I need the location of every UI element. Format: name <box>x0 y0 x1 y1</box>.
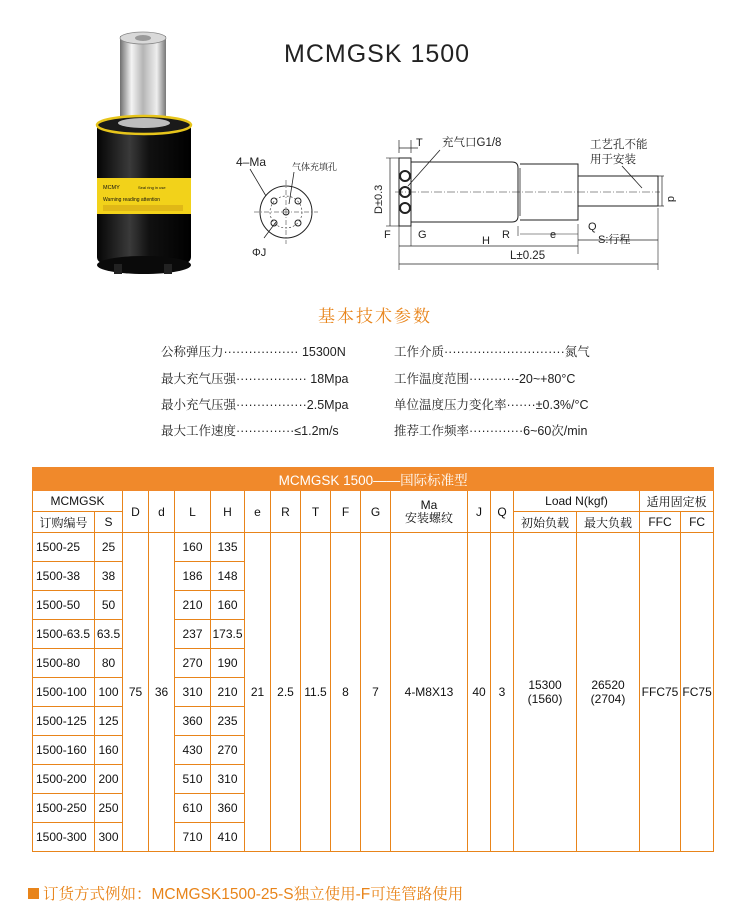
header-H: H <box>211 491 245 533</box>
cell-L: 510 <box>175 765 211 794</box>
param-row <box>161 369 349 387</box>
param-value: ≤1.2m/s <box>294 424 339 438</box>
cell-model: 1500-63.5 <box>33 620 95 649</box>
param-dots: ··········· <box>469 372 515 386</box>
init-load-n: 15300 <box>528 678 562 692</box>
order-note <box>28 882 463 904</box>
label-r: R <box>502 229 510 241</box>
param-label: 工作介质 <box>394 345 445 359</box>
cell-L: 610 <box>175 794 211 823</box>
header-ma-line2: 安装螺纹 <box>404 510 453 525</box>
label-t: T <box>416 137 423 149</box>
cell-H: 270 <box>211 736 245 765</box>
bullet-square-icon <box>28 888 39 899</box>
header-ma <box>391 491 468 533</box>
param-value: 15300N <box>301 345 346 359</box>
param-row <box>394 421 587 439</box>
cell-H: 148 <box>211 562 245 591</box>
param-value: 2.5Mpa <box>306 398 349 412</box>
cell-L: 710 <box>175 823 211 852</box>
cell-H: 310 <box>211 765 245 794</box>
spec-table <box>32 467 714 852</box>
cell-H: 173.5 <box>211 620 245 649</box>
cell-fc: FC75 <box>681 533 714 852</box>
label-l-dim: L±0.25 <box>510 250 546 262</box>
cell-H: 190 <box>211 649 245 678</box>
page-title: MCMGSK 1500 <box>284 40 471 68</box>
cell-model: 1500-160 <box>33 736 95 765</box>
header-ma-line1: Ma <box>420 497 438 512</box>
cell-s: 160 <box>95 736 123 765</box>
header-T: T <box>301 491 331 533</box>
table-row <box>33 533 714 562</box>
label-fill-hole: 气体充填孔 <box>292 162 338 172</box>
cell-L: 310 <box>175 678 211 707</box>
param-label: 最大充气压强 <box>161 372 237 386</box>
cell-max-load <box>577 533 640 852</box>
cell-s: 300 <box>95 823 123 852</box>
cell-L: 360 <box>175 707 211 736</box>
param-label: 最小充气压强 <box>161 398 237 412</box>
cell-e: 21 <box>245 533 271 852</box>
cell-s: 63.5 <box>95 620 123 649</box>
cell-s: 250 <box>95 794 123 823</box>
param-value: 18Mpa <box>310 372 349 386</box>
header-plate: 适用固定板 <box>640 491 714 512</box>
init-load-kgf: (1560) <box>527 692 563 706</box>
param-label: 推荐工作频率 <box>394 424 470 438</box>
cell-H: 360 <box>211 794 245 823</box>
cell-L: 430 <box>175 736 211 765</box>
header-G: G <box>361 491 391 533</box>
label-hole-2: 用于安装 <box>590 154 636 166</box>
max-load-n: 26520 <box>591 678 625 692</box>
cell-F: 8 <box>331 533 361 852</box>
cell-L: 186 <box>175 562 211 591</box>
cell-s: 100 <box>95 678 123 707</box>
param-dots: ················· <box>236 398 307 412</box>
cell-s: 200 <box>95 765 123 794</box>
cell-H: 210 <box>211 678 245 707</box>
header-Q: Q <box>491 491 514 533</box>
section-title: 基本技术参数 <box>318 307 432 326</box>
param-label: 单位温度压力变化率 <box>394 398 507 412</box>
cell-model: 1500-50 <box>33 591 95 620</box>
label-g: G <box>418 229 427 241</box>
param-dots: ············· <box>469 424 524 438</box>
param-row <box>161 342 346 360</box>
cell-H: 410 <box>211 823 245 852</box>
header-F: F <box>331 491 361 533</box>
header-L: L <box>175 491 211 533</box>
param-row <box>394 395 589 413</box>
cell-R: 2.5 <box>271 533 301 852</box>
param-dots: ······· <box>506 398 536 412</box>
cell-model: 1500-80 <box>33 649 95 678</box>
label-phi-j: ΦJ <box>252 247 267 259</box>
cell-L: 210 <box>175 591 211 620</box>
header-ffc: FFC <box>640 512 681 533</box>
label-d-dim: D±0.3 <box>373 184 385 214</box>
cell-d: 36 <box>149 533 175 852</box>
cell-G: 7 <box>361 533 391 852</box>
cell-L: 270 <box>175 649 211 678</box>
param-value: -20~+80°C <box>514 372 576 386</box>
cell-Q: 3 <box>491 533 514 852</box>
cell-model: 1500-250 <box>33 794 95 823</box>
label-brand: MCMY <box>103 185 120 191</box>
label-h: H <box>482 235 490 247</box>
param-dots: ····························· <box>444 345 565 359</box>
header-d: d <box>149 491 175 533</box>
product-photo <box>90 28 200 280</box>
cell-D: 75 <box>123 533 149 852</box>
param-label: 公称弹压力 <box>161 345 224 359</box>
header-D: D <box>123 491 149 533</box>
order-note-text: 订货方式例如：MCMGSK1500-25-S独立使用-F可连管路使用 <box>43 886 464 903</box>
header-model: MCMGSK <box>33 491 123 512</box>
param-row <box>394 342 590 360</box>
header-e: e <box>245 491 271 533</box>
cell-model: 1500-25 <box>33 533 95 562</box>
cell-init-load <box>514 533 577 852</box>
cell-s: 80 <box>95 649 123 678</box>
header-max: 最大负载 <box>577 512 640 533</box>
header-R: R <box>271 491 301 533</box>
header-J: J <box>468 491 491 533</box>
header-s: S <box>95 512 123 533</box>
param-row <box>161 421 339 439</box>
cell-model: 1500-38 <box>33 562 95 591</box>
cell-model: 1500-125 <box>33 707 95 736</box>
label-e: e <box>550 229 557 241</box>
header-init: 初始负载 <box>514 512 577 533</box>
label-4ma: 4–Ma <box>236 155 267 169</box>
label-q: Q <box>588 221 597 233</box>
cell-H: 135 <box>211 533 245 562</box>
cell-s: 38 <box>95 562 123 591</box>
label-d-small: d <box>665 196 677 203</box>
cell-model: 1500-200 <box>33 765 95 794</box>
label-line1: Seal ring in use <box>138 185 166 190</box>
cell-L: 237 <box>175 620 211 649</box>
cell-ffc: FFC75 <box>640 533 681 852</box>
front-view-drawing <box>234 152 352 270</box>
side-view-drawing <box>360 128 675 273</box>
cell-T: 11.5 <box>301 533 331 852</box>
param-dots: ················· <box>236 372 307 386</box>
cell-J: 40 <box>468 533 491 852</box>
param-label: 最大工作速度 <box>161 424 237 438</box>
cell-L: 160 <box>175 533 211 562</box>
label-port: 充气口G1/8 <box>442 137 502 149</box>
param-value: 氮气 <box>564 345 590 359</box>
header-fc: FC <box>681 512 714 533</box>
param-dots: ·············· <box>236 424 295 438</box>
cell-H: 160 <box>211 591 245 620</box>
header-order: 订购编号 <box>33 512 95 533</box>
cell-H: 235 <box>211 707 245 736</box>
cell-s: 125 <box>95 707 123 736</box>
label-hole-1: 工艺孔不能 <box>590 139 648 151</box>
label-line2: Warning reading attention <box>103 197 161 203</box>
cell-model: 1500-100 <box>33 678 95 707</box>
param-value: 6~60次/min <box>523 424 588 438</box>
param-row <box>394 369 575 387</box>
param-value: ±0.3%/°C <box>535 398 589 412</box>
max-load-kgf: (2704) <box>590 692 626 706</box>
cell-s: 25 <box>95 533 123 562</box>
label-f: F <box>384 229 391 241</box>
param-dots: ·················· <box>223 345 299 359</box>
header-load: Load N(kgf) <box>514 491 640 512</box>
param-row <box>161 395 348 413</box>
table-banner: MCMGSK 1500——国际标准型 <box>33 468 714 491</box>
param-label: 工作温度范围 <box>394 372 470 386</box>
cell-ma: 4-M8X13 <box>391 533 468 852</box>
label-stroke: S:行程 <box>598 234 631 246</box>
cell-s: 50 <box>95 591 123 620</box>
cell-model: 1500-300 <box>33 823 95 852</box>
